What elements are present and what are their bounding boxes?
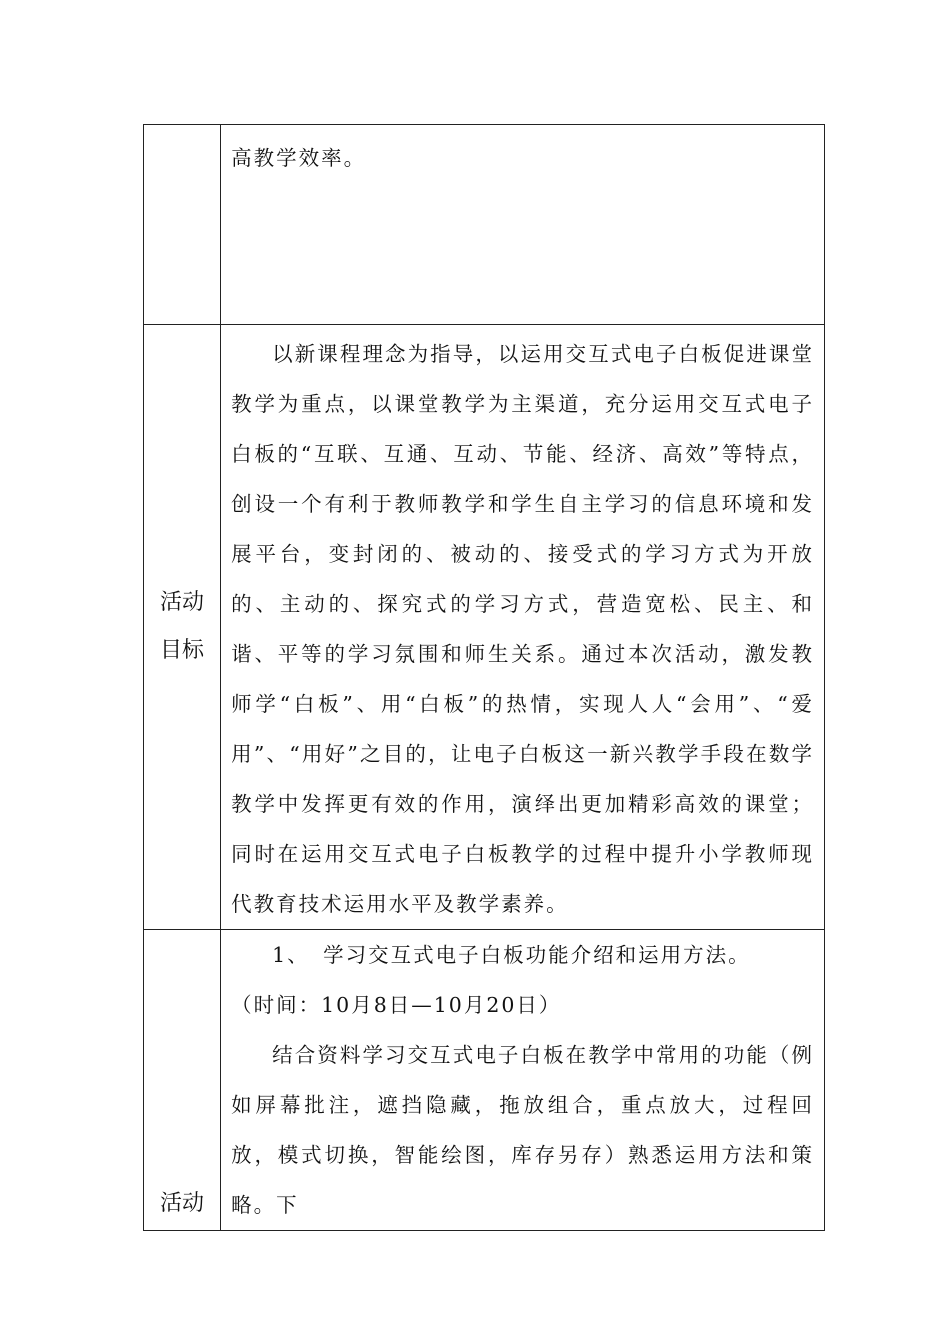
time-note: （时间：10月8日—10月20日） [231, 993, 562, 1017]
row-label-line: 目标 [160, 638, 205, 663]
continued-text: 高教学效率。 [231, 146, 367, 170]
table-row [144, 930, 825, 1231]
row-content-cell [221, 125, 825, 325]
row-label-line: 活动 [160, 590, 205, 615]
row-label-cell [144, 930, 221, 1231]
row-content-cell [221, 930, 825, 1231]
table-row [144, 125, 825, 325]
list-item [231, 930, 814, 980]
row-label-cell [144, 125, 221, 325]
table-row [144, 325, 825, 930]
plan-table [143, 124, 825, 1231]
row-label: 活动 [160, 1191, 205, 1216]
row-label-cell [144, 325, 221, 930]
row-content-cell [221, 325, 825, 930]
activity-paragraph: 结合资料学习交互式电子白板在教学中常用的功能（例如屏幕批注，遮挡隐藏，拖放组合，重点放大，过程回放，模式切换，智能绘图，库存另存）熟悉运用方法和策略。下 [231, 1043, 814, 1217]
goal-paragraph: 以新课程理念为指导，以运用交互式电子白板促进课堂教学为重点，以课堂教学为主渠道，充分运用交互式电子白板的“互联、互通、互动、节能、经济、高效”等特点，创设一个有利于教师教学和学生自主学习的信息环境和发展平台，变封闭的、被动的、接受式的学习方式为开放的、主动的、探究式的学习方式，营造宽松、民主、和谐、平等的学习氛围和师生关系。通过本次活动，激发教师学“白板”、用“白板”的热情，实现人人“会用”、“爱用”、“用好”之目的，让电子白板这一新兴教学手段在数学教学中发挥更有效的作用，演绎出更加精彩高效的课堂；同时在运用交互式电子白板教学的过程中提升小学教师现代教育技术运用水平及教学素养。 [231, 342, 814, 916]
list-item-title: 学习交互式电子白板功能介绍和运用方法。 [323, 943, 751, 967]
list-item-number: 1、 [272, 943, 310, 967]
